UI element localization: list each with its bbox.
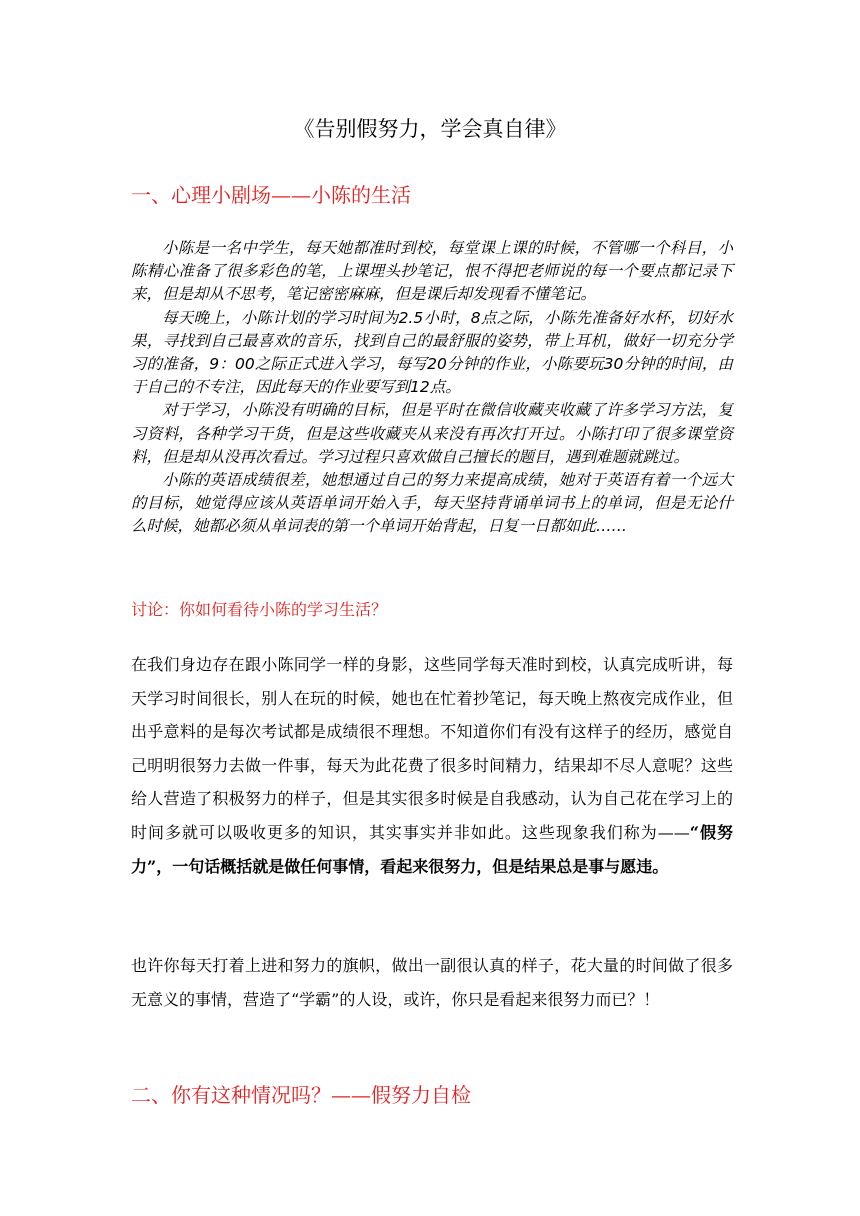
story-paragraph: 对于学习，小陈没有明确的目标，但是平时在微信收藏夹收藏了许多学习方法，复习资料，各种学习干货，但是这些收藏夹从来没有再次打开过。小陈打印了很多课堂资料，但是却从没再次看过。学习过程只喜欢做自己擅长的题目，遇到难题就跳过。 (131, 401, 733, 466)
document-title: 《告别假努力，学会真自律》 (293, 117, 567, 141)
analysis-paragraph (131, 648, 733, 883)
story-paragraph: 小陈的英语成绩很差，她想通过自己的努力来提高成绩，她对于英语有着一个远大的目标，她觉得应该从英语单词开始入手，每天坚持背诵单词书上的单词，但是无论什么时候，她都必须从单词表的第一个单词开始背起，日复一日都如此…… (131, 471, 733, 536)
section-heading-1: 一、心理小剧场——小陈的生活 (131, 183, 411, 207)
analysis-text: 在我们身边存在跟小陈同学一样的身影，这些同学每天准时到校，认真完成听讲，每天学习时间很长，别人在玩的时候，她也在忙着抄笔记，每天晚上熬夜完成作业，但出乎意料的是每次考试都是成绩很不理想。不知道你们有没有这样子的经历，感觉自己明明很努力去做一件事，每天为此花费了很多时间精力，结果却不尽人意呢？这些给人营造了积极努力的样子，但是其实很多时候是自我感动，认为自己花在学习上的时间多就可以吸收更多的知识，其实事实并非如此。这些现象我们称为—— (131, 655, 733, 842)
story-block (131, 237, 733, 539)
reflection-paragraph: 也许你每天打着上进和努力的旗帜，做出一副很认真的样子，花大量的时间做了很多无意义的事情，营造了“学霸”的人设，或许，你只是看起来很努力而已？！ (131, 956, 733, 1009)
story-paragraph: 小陈是一名中学生，每天她都准时到校，每堂课上课的时候，不管哪一个科目，小陈精心准备了很多彩色的笔，上课埋头抄笔记，恨不得把老师说的每一个要点都记录下来，但是却从不思考，笔记密密麻麻，但是课后却发现看不懂笔记。 (131, 239, 733, 304)
analysis-emphasis: “假努力”，一句话概括就是做任何事情，看起来很努力，但是结果总是事与愿违。 (131, 822, 733, 876)
story-paragraph: 每天晚上，小陈计划的学习时间为2.5小时，8点之际，小陈先准备好水杯，切好水果，寻找到自己最喜欢的音乐，找到自己的最舒服的姿势，带上耳机，做好一切充分学习的准备，9：00之际正式进入学习，每写20分钟的作业，小陈要玩30分钟的时间，由于自己的不专注，因此每天的作业要写到12点。 (131, 308, 733, 397)
discussion-question: 讨论：你如何看待小陈的学习生活？ (131, 600, 388, 619)
section-heading-2: 二、你有这种情况吗？——假努力自检 (131, 1083, 471, 1107)
